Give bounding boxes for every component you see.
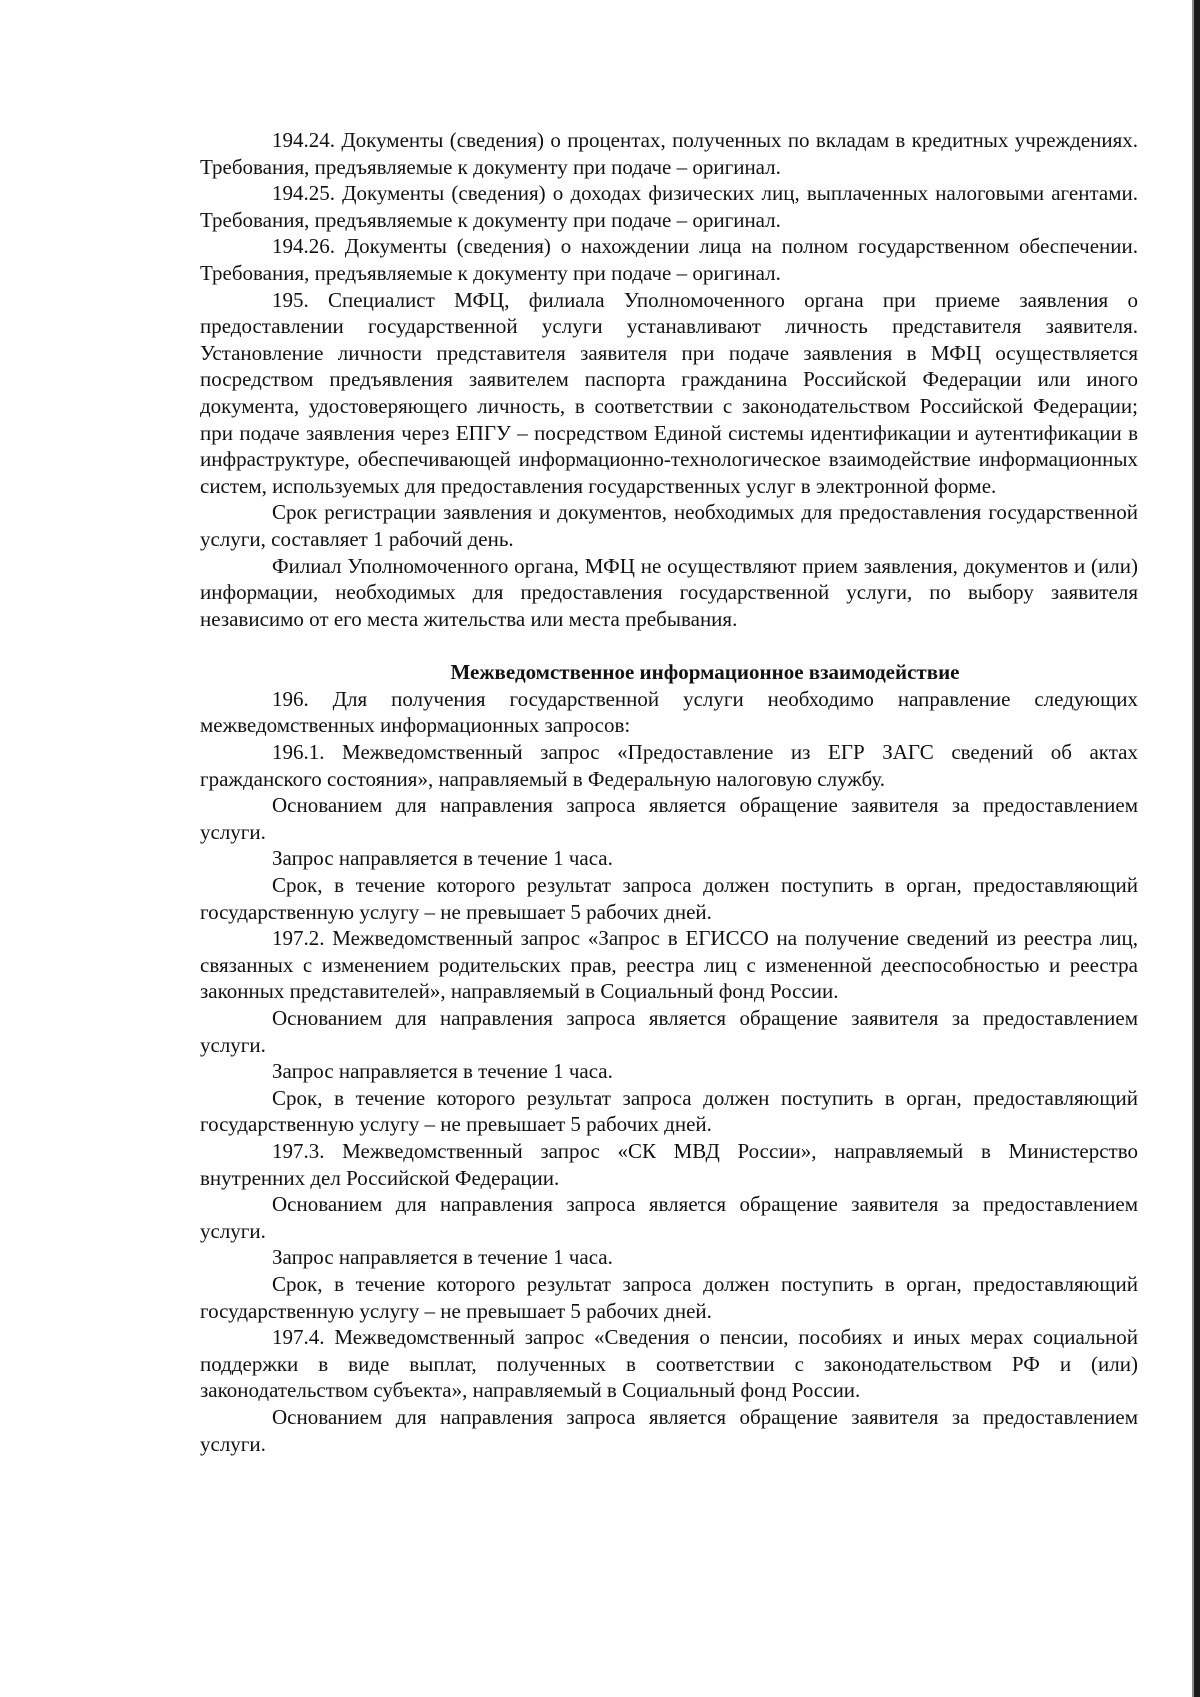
paragraph: 194.25. Документы (сведения) о доходах физических лиц, выплаченных налоговыми агентами. Требования, предъявляемые к документу при подаче – оригинал. bbox=[200, 181, 1138, 232]
paragraph: Срок, в течение которого результат запроса должен поступить в орган, предоставляющий государственную услугу – не превышает 5 рабочих дней. bbox=[200, 873, 1138, 924]
paragraph: 197.3. Межведомственный запрос «СК МВД России», направляемый в Министерство внутренних дел Российской Федерации. bbox=[200, 1138, 1138, 1190]
paragraph: Филиал Уполномоченного органа, МФЦ не осуществляют прием заявления, документов и (или) информации, необходимых для предоставления государственной услуги, по выбору заявителя независимо от его места жительства или места пребывания. bbox=[200, 553, 1138, 631]
paragraph: 194.26. Документы (сведения) о нахождении лица на полном государственном обеспечении. Требования, предъявляемые к документу при подаче – оригинал. bbox=[200, 234, 1138, 285]
scan-edge bbox=[1194, 0, 1200, 1697]
paragraph: 196.1. Межведомственный запрос «Предоставление из ЕГР ЗАГС сведений об актах гражданского состояния», направляемый в Федеральную налоговую службу. bbox=[200, 740, 1138, 791]
section-heading: Межведомственное информационное взаимодействие bbox=[450, 660, 960, 685]
paragraph: Основанием для направления запроса является обращение заявителя за предоставлением услуги. bbox=[200, 1192, 1138, 1243]
paragraph: Срок регистрации заявления и документов, необходимых для предоставления государственной услуги, составляет 1 рабочий день. bbox=[200, 500, 1138, 551]
paragraph: 197.2. Межведомственный запрос «Запрос в ЕГИССО на получение сведений из реестра лиц, связанных с изменением родительских прав, реестра лиц с измененной дееспособностью и реестра законных представителей», направляемый в Социальный фонд России. bbox=[200, 926, 1138, 1004]
paragraph: Срок, в течение которого результат запроса должен поступить в орган, предоставляющий государственную услугу – не превышает 5 рабочих дней. bbox=[200, 1085, 1138, 1137]
document-body bbox=[200, 127, 1138, 1457]
paragraph: Срок, в течение которого результат запроса должен поступить в орган, предоставляющий государственную услугу – не превышает 5 рабочих дней. bbox=[200, 1271, 1138, 1323]
paragraph: Запрос направляется в течение 1 часа. bbox=[272, 1245, 613, 1270]
paragraph: 196. Для получения государственной услуги необходимо направление следующих межведомственных информационных запросов: bbox=[200, 686, 1138, 738]
paragraph: Запрос направляется в течение 1 часа. bbox=[272, 1059, 613, 1084]
paragraph: Основанием для направления запроса является обращение заявителя за предоставлением услуги. bbox=[200, 1404, 1138, 1456]
paragraph: Запрос направляется в течение 1 часа. bbox=[272, 846, 613, 871]
paragraph: 195. Специалист МФЦ, филиала Уполномоченного органа при приеме заявления о предоставлении государственной услуги устанавливают личность представителя заявителя. Установление личности представителя заявителя при подаче заявления в МФЦ осуществляется посредством предъявления заявителем паспорта гражданина Российской Федерации или иного документа, удостоверяющего личность, в соответствии с законодательством Российской Федерации; при подаче заявления через ЕПГУ – посредством Единой системы идентификации и аутентификации в инфраструктуре, обеспечивающей информационно-технологическое взаимодействие информационных систем, используемых для предоставления государственных услуг в электронной форме. bbox=[200, 287, 1138, 498]
paragraph: 194.24. Документы (сведения) о процентах, полученных по вкладам в кредитных учреждениях. Требования, предъявляемые к документу при подаче – оригинал. bbox=[200, 128, 1138, 179]
paragraph: Основанием для направления запроса является обращение заявителя за предоставлением услуги. bbox=[200, 1006, 1138, 1057]
paragraph: Основанием для направления запроса является обращение заявителя за предоставлением услуги. bbox=[200, 793, 1138, 844]
paragraph: 197.4. Межведомственный запрос «Сведения о пенсии, пособиях и иных мерах социальной поддержки в виде выплат, полученных в соответствии с законодательством РФ и (или) законодательством субъекта», направляемый в Социальный фонд России. bbox=[200, 1325, 1138, 1403]
